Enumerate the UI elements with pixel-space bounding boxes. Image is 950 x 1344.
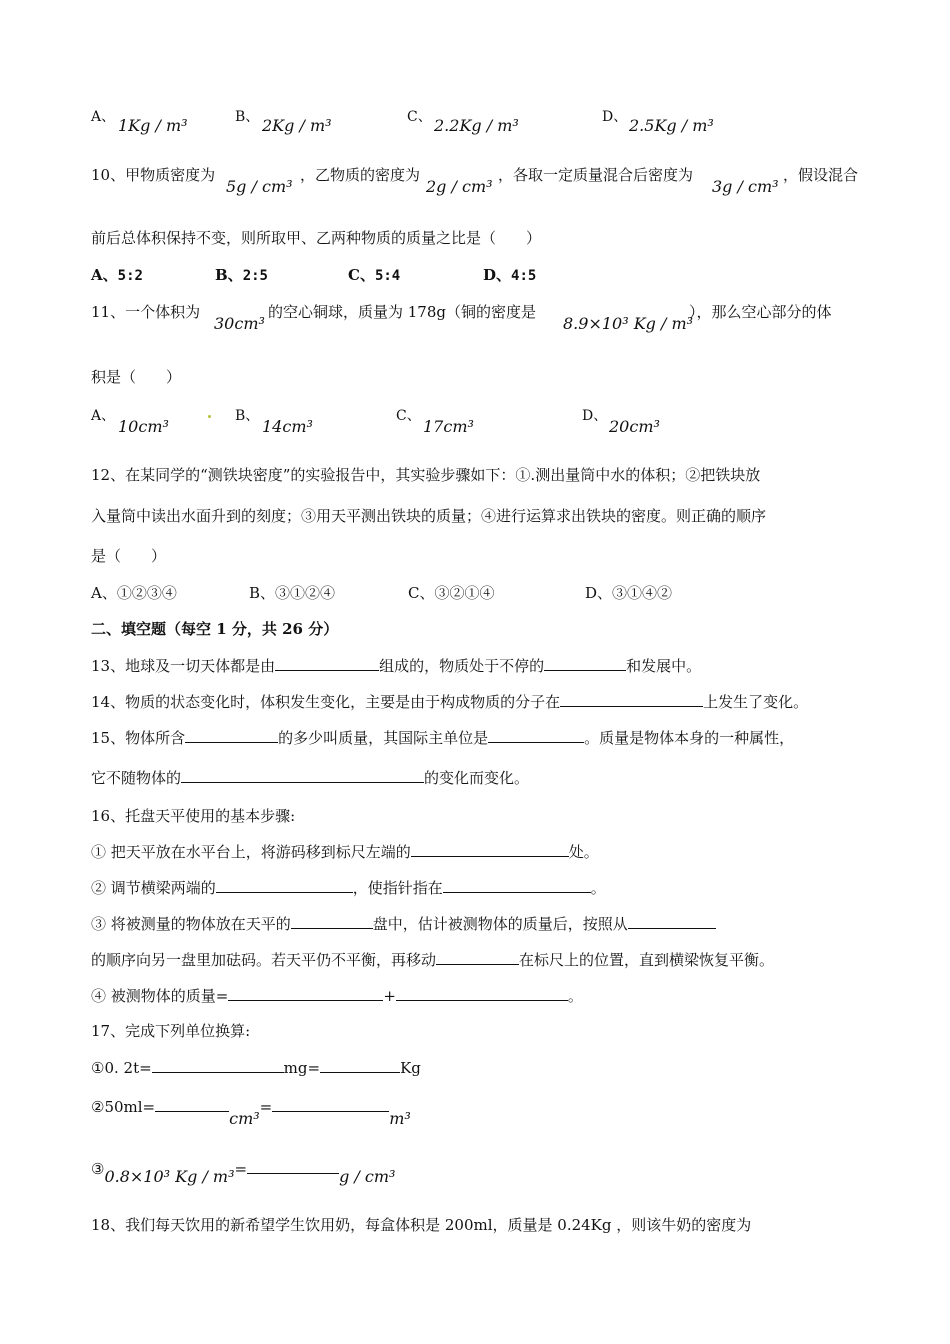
q10-text-2: ，乙物质的密度为: [300, 166, 421, 184]
q17-item-3: ③0.8×10³ Kg / m³= g / cm³: [91, 1157, 395, 1179]
q10-density-mix: 3g / cm³: [712, 177, 779, 196]
q16-blank-4[interactable]: [291, 912, 373, 929]
q16-blank-3[interactable]: [443, 876, 591, 893]
q11-option-b-value: 14cm³: [262, 417, 313, 436]
q17-blank-3[interactable]: [155, 1095, 229, 1112]
q17-item-1: ①0. 2t= mg= Kg: [91, 1056, 421, 1078]
q11-option-a-value: 10cm³: [118, 417, 169, 436]
q9-option-c-label: C、: [407, 109, 432, 125]
q12-option-c: C、③②①④: [408, 584, 495, 602]
q11-volume: 30cm³: [214, 314, 265, 333]
q16-step-2: ② 调节横梁两端的 ，使指针指在 。: [91, 876, 606, 898]
q16-blank-5[interactable]: [628, 912, 716, 929]
q17-blank-1[interactable]: [152, 1056, 284, 1073]
q10-text-4: ，假设混合: [783, 166, 859, 184]
q15-blank-3[interactable]: [181, 766, 424, 783]
q12-option-a: A、①②③④: [91, 584, 177, 602]
q15-blank-1[interactable]: [185, 726, 278, 743]
q11-option-d-label: D、: [582, 408, 608, 424]
q15-line-2: 它不随物体的 的变化而变化。: [91, 766, 529, 788]
q10-text-1: 10、甲物质密度为: [91, 166, 216, 184]
q14-line: 14、物质的状态变化时，体积发生变化，主要是由于构成物质的分子在 上发生了变化。: [91, 690, 808, 712]
q13-line: 13、地球及一切天体都是由 组成的，物质处于不停的 和发展中。: [91, 654, 701, 676]
q11-option-b-label: B、: [235, 408, 260, 424]
q10-text-3: ，各取一定质量混合后密度为: [498, 166, 694, 184]
stray-dot: [208, 415, 211, 418]
q11-text-1: 11、一个体积为: [91, 303, 201, 321]
q15-blank-2[interactable]: [488, 726, 584, 743]
q10-option-d: D、4:5: [483, 266, 537, 284]
q11-option-c-label: C、: [396, 408, 421, 424]
q11-text-3: ），那么空心部分的体: [689, 303, 832, 321]
q9-option-a-value: 1Kg / m³: [118, 116, 188, 135]
q11-option-c-value: 17cm³: [423, 417, 474, 436]
q16-blank-1[interactable]: [411, 840, 569, 857]
q16-step-3-cont: 的顺序向另一盘里加砝码。若天平仍不平衡，再移动 在标尺上的位置，直到横梁恢复平衡。: [91, 948, 774, 970]
q9-option-b-label: B、: [235, 109, 260, 125]
q10-text-line2: 前后总体积保持不变，则所取甲、乙两种物质的质量之比是（ ）: [91, 229, 542, 247]
q16-blank-6[interactable]: [436, 948, 519, 965]
q17-blank-2[interactable]: [320, 1056, 400, 1073]
q10-density-a: 5g / cm³: [226, 177, 293, 196]
q16-step-3: ③ 将被测量的物体放在天平的 盘中，估计被测物体的质量后，按照从: [91, 912, 716, 934]
q9-option-d-label: D、: [602, 109, 628, 125]
q13-blank-2[interactable]: [544, 654, 626, 671]
q12-text-line3: 是（ ）: [91, 547, 167, 565]
q9-option-b-value: 2Kg / m³: [262, 116, 332, 135]
q16-step-1: ① 把天平放在水平台上，将游码移到标尺左端的 处。: [91, 840, 599, 862]
q9-option-a-label: A、: [91, 109, 116, 125]
q16-step-4: ④ 被测物体的质量= + 。: [91, 984, 583, 1006]
section-title-fill-in: 二、填空题（每空 1 分，共 26 分）: [91, 620, 339, 638]
q10-option-a: A、5:2: [91, 266, 143, 284]
q17-blank-5[interactable]: [247, 1157, 339, 1174]
q13-blank-1[interactable]: [275, 654, 379, 671]
q9-option-c-value: 2.2Kg / m³: [434, 116, 519, 135]
q11-option-a-label: A、: [91, 408, 116, 424]
q16-blank-8[interactable]: [396, 984, 568, 1001]
q11-option-d-value: 20cm³: [609, 417, 660, 436]
q16-blank-2[interactable]: [216, 876, 353, 893]
q12-text-line1: 12、在某同学的“测铁块密度”的实验报告中，其实验步骤如下：①.测出量筒中水的体积；②把铁块放: [91, 466, 761, 484]
q18-text-line1: 18、我们每天饮用的新希望学生饮用奶，每盒体积是 200ml，质量是 0.24Kg ，则该牛奶的密度为: [91, 1216, 752, 1234]
q10-density-b: 2g / cm³: [426, 177, 493, 196]
q17-blank-4[interactable]: [272, 1095, 389, 1112]
q12-text-line2: 入量筒中读出水面升到的刻度；③用天平测出铁块的质量；④进行运算求出铁块的密度。则正确的顺序: [91, 507, 767, 525]
q16-title: 16、托盘天平使用的基本步骤:: [91, 807, 296, 825]
q17-title: 17、完成下列单位换算:: [91, 1022, 251, 1040]
q12-option-b: B、③①②④: [249, 584, 336, 602]
q10-option-c: C、5:4: [348, 266, 401, 284]
q11-text-2: 的空心铜球，质量为 178g（铜的密度是: [268, 303, 537, 321]
q11-text-line2: 积是（ ）: [91, 368, 182, 386]
q17-item-2: ②50ml=cm³=m³: [91, 1095, 411, 1117]
q16-blank-7[interactable]: [228, 984, 383, 1001]
q9-option-d-value: 2.5Kg / m³: [629, 116, 714, 135]
q14-blank-1[interactable]: [560, 690, 703, 707]
q12-option-d: D、③①④②: [585, 584, 673, 602]
q10-option-b: B、2:5: [215, 266, 268, 284]
q11-copper-density: 8.9×10³ Kg / m³: [563, 314, 694, 333]
q15-line-1: 15、物体所含 的多少叫质量，其国际主单位是 。质量是物体本身的一种属性，: [91, 726, 794, 748]
